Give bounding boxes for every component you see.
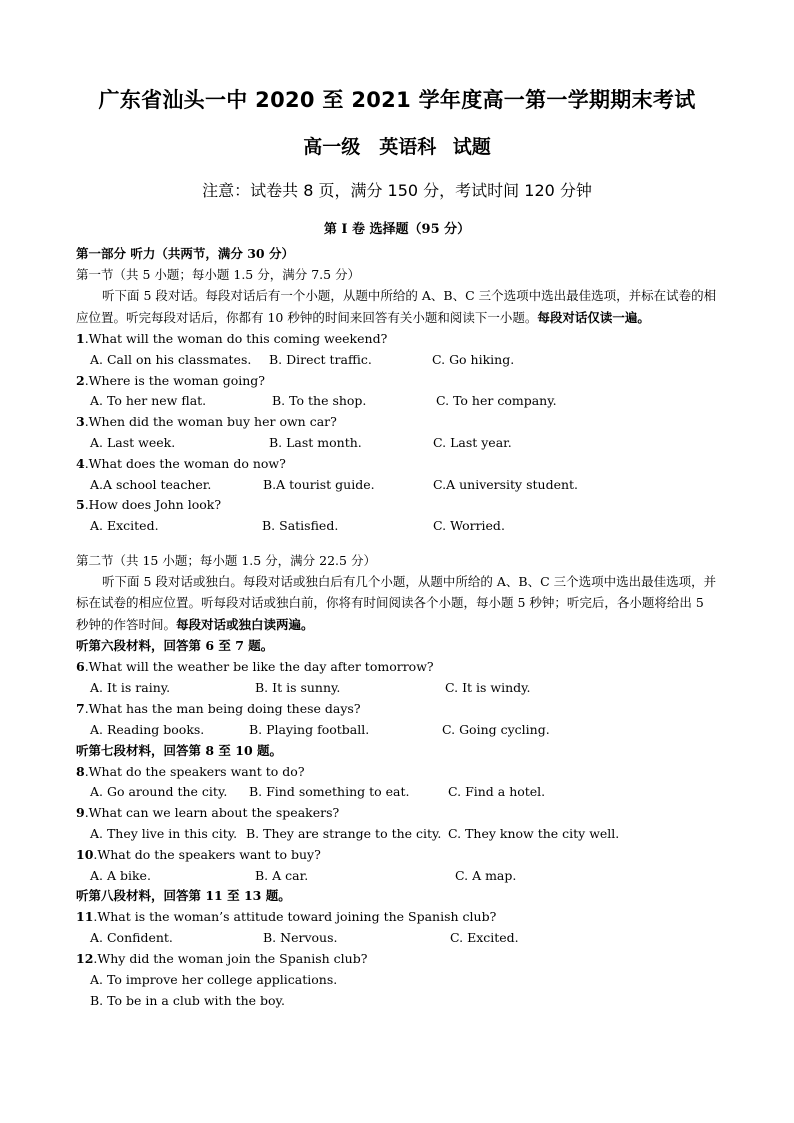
question-number: 11 (76, 909, 94, 925)
question-text: .What is the woman’s attitude toward joining the Spanish club? (93, 909, 497, 925)
option-b[interactable]: B. Satisfied. (262, 518, 339, 534)
section1-instructions-text: 听下面 5 段对话。每段对话后有一个小题，从题中所给的 A、B、C 三个选项中选出最佳选项，并标在试卷的相应位置。听完每段对话后，你都有 10 秒钟的时间来回答有关小题和阅读下一小题。 (76, 288, 717, 325)
question-text: .What will the weather be like the day after tomorrow? (84, 659, 434, 675)
section2-instructions-text: 听下面 5 段对话或独白。每段对话或独白后有几个小题，从题中所给的 A、B、C 三个选项中选出最佳选项，并标在试卷的相应位置。听每段对话或独白前，你将有时间阅读各个小题，每小题 5 秒钟；听完后，各小题将给出 5 秒钟的作答时间。 (76, 573, 717, 632)
option-b[interactable]: B. To the shop. (272, 393, 367, 409)
question-8 (76, 761, 720, 782)
material-6-heading: 听第六段材料，回答第 6 至 7 题。 (76, 638, 274, 654)
question-5-options (76, 515, 720, 536)
question-text: .What do the speakers want to buy? (93, 846, 321, 862)
part1-heading: 第一部分 听力（共两节，满分 30 分） (76, 246, 294, 261)
question-2-options (76, 390, 720, 411)
question-number: 2 (76, 372, 85, 388)
option-a[interactable]: A. Reading books. (90, 721, 205, 737)
option-c[interactable]: C. To her company. (436, 393, 557, 409)
option-b[interactable]: B. It is sunny. (255, 680, 341, 696)
question-number: 3 (76, 414, 85, 430)
option-c[interactable]: C. Excited. (450, 930, 519, 946)
option-c[interactable]: C. Going cycling. (442, 721, 550, 737)
question-5 (76, 494, 720, 515)
option-c[interactable]: C. It is windy. (445, 680, 531, 696)
option-a[interactable]: A. Excited. (90, 518, 159, 534)
option-b[interactable]: B. Last month. (269, 434, 362, 450)
volume-heading: 第 I 卷 选择题（95 分） (323, 222, 471, 237)
section2-heading: 第二节（共 15 小题；每小题 1.5 分，满分 22.5 分） (76, 552, 376, 568)
question-number: 7 (76, 701, 85, 717)
question-12-option-a-row (76, 969, 720, 990)
question-number: 10 (76, 846, 94, 862)
section1-heading: 第一节（共 5 小题；每小题 1.5 分，满分 7.5 分） (76, 267, 361, 282)
question-text: .What can we learn about the speakers? (84, 805, 340, 821)
option-b[interactable]: B. To be in a club with the boy. (90, 992, 285, 1008)
option-a[interactable]: A. Go around the city. (90, 784, 228, 800)
option-a[interactable]: A. To improve her college applications. (90, 971, 338, 987)
question-number: 5 (76, 497, 85, 513)
question-text: .What does the woman do now? (84, 455, 286, 471)
section1-instructions-bold: 每段对话仅读一遍。 (537, 309, 650, 325)
question-text: .What has the man being doing these days? (84, 701, 361, 717)
question-text: .What will the woman do this coming weekend? (84, 331, 388, 346)
question-6 (76, 656, 720, 677)
question-number: 9 (76, 805, 85, 821)
exam-notice: 注意：试卷共 8 页，满分 150 分，考试时间 120 分钟 (202, 181, 592, 200)
exam-content (76, 243, 720, 1010)
material-7-heading: 听第七段材料，回答第 8 至 10 题。 (76, 742, 283, 758)
option-b[interactable]: B. Direct traffic. (269, 351, 372, 367)
question-number: 8 (76, 763, 85, 779)
option-c[interactable]: C. Last year. (433, 434, 512, 450)
question-number: 4 (76, 455, 85, 471)
option-a[interactable]: A. Confident. (90, 930, 173, 946)
section2-instructions-bold: 每段对话或独白读两遍。 (176, 616, 314, 632)
question-4 (76, 453, 720, 474)
option-b[interactable]: B. They are strange to the city. (246, 826, 442, 842)
question-9-options (76, 823, 720, 844)
option-c[interactable]: C. Go hiking. (432, 351, 515, 367)
question-6-options (76, 677, 720, 698)
option-a[interactable]: A. Last week. (90, 434, 176, 450)
question-2 (76, 370, 720, 391)
question-12 (76, 948, 720, 969)
question-12-option-b-row (76, 990, 720, 1011)
question-text: .What do the speakers want to do? (84, 763, 305, 779)
question-number: 12 (76, 951, 94, 967)
exam-subtitle: 高一级 英语科 试题 (303, 136, 491, 158)
question-text: .Where is the woman going? (84, 372, 265, 388)
option-c[interactable]: C. They know the city well. (448, 826, 620, 842)
option-a[interactable]: A. Call on his classmates. (90, 351, 252, 367)
option-b[interactable]: B.A tourist guide. (263, 476, 375, 492)
question-4-options (76, 474, 720, 495)
question-7 (76, 698, 720, 719)
question-11-options (76, 927, 720, 948)
question-11 (76, 906, 720, 927)
option-a[interactable]: A. It is rainy. (90, 680, 171, 696)
option-b[interactable]: B. Find something to eat. (249, 784, 410, 800)
option-c[interactable]: C. Worried. (433, 518, 505, 534)
question-text: .When did the woman buy her own car? (84, 414, 337, 430)
question-8-options (76, 781, 720, 802)
question-number: 1 (76, 331, 85, 346)
question-text: .How does John look? (84, 497, 222, 513)
question-1 (76, 328, 720, 349)
question-1-options (76, 349, 720, 370)
question-9 (76, 802, 720, 823)
exam-title: 广东省汕头一中 2020 至 2021 学年度高一第一学期期末考试 (98, 88, 696, 112)
option-c[interactable]: C. Find a hotel. (448, 784, 546, 800)
question-3 (76, 411, 720, 432)
option-b[interactable]: B. A car. (255, 867, 309, 883)
option-a[interactable]: A. A bike. (90, 867, 151, 883)
question-10 (76, 844, 720, 865)
option-a[interactable]: A. They live in this city. (90, 826, 238, 842)
question-7-options (76, 719, 720, 740)
material-8-heading: 听第八段材料，回答第 11 至 13 题。 (76, 888, 291, 904)
option-c[interactable]: C. A map. (455, 867, 517, 883)
question-number: 6 (76, 659, 85, 675)
section1-instructions (76, 285, 720, 328)
section2-instructions (76, 571, 720, 636)
option-a[interactable]: A. To her new flat. (90, 393, 207, 409)
option-b[interactable]: B. Nervous. (263, 930, 338, 946)
spacer (76, 536, 720, 550)
option-a[interactable]: A.A school teacher. (90, 476, 212, 492)
option-c[interactable]: C.A university student. (433, 476, 579, 492)
question-10-options (76, 865, 720, 886)
question-3-options (76, 432, 720, 453)
question-text: .Why did the woman join the Spanish club? (93, 951, 368, 967)
option-b[interactable]: B. Playing football. (249, 721, 370, 737)
